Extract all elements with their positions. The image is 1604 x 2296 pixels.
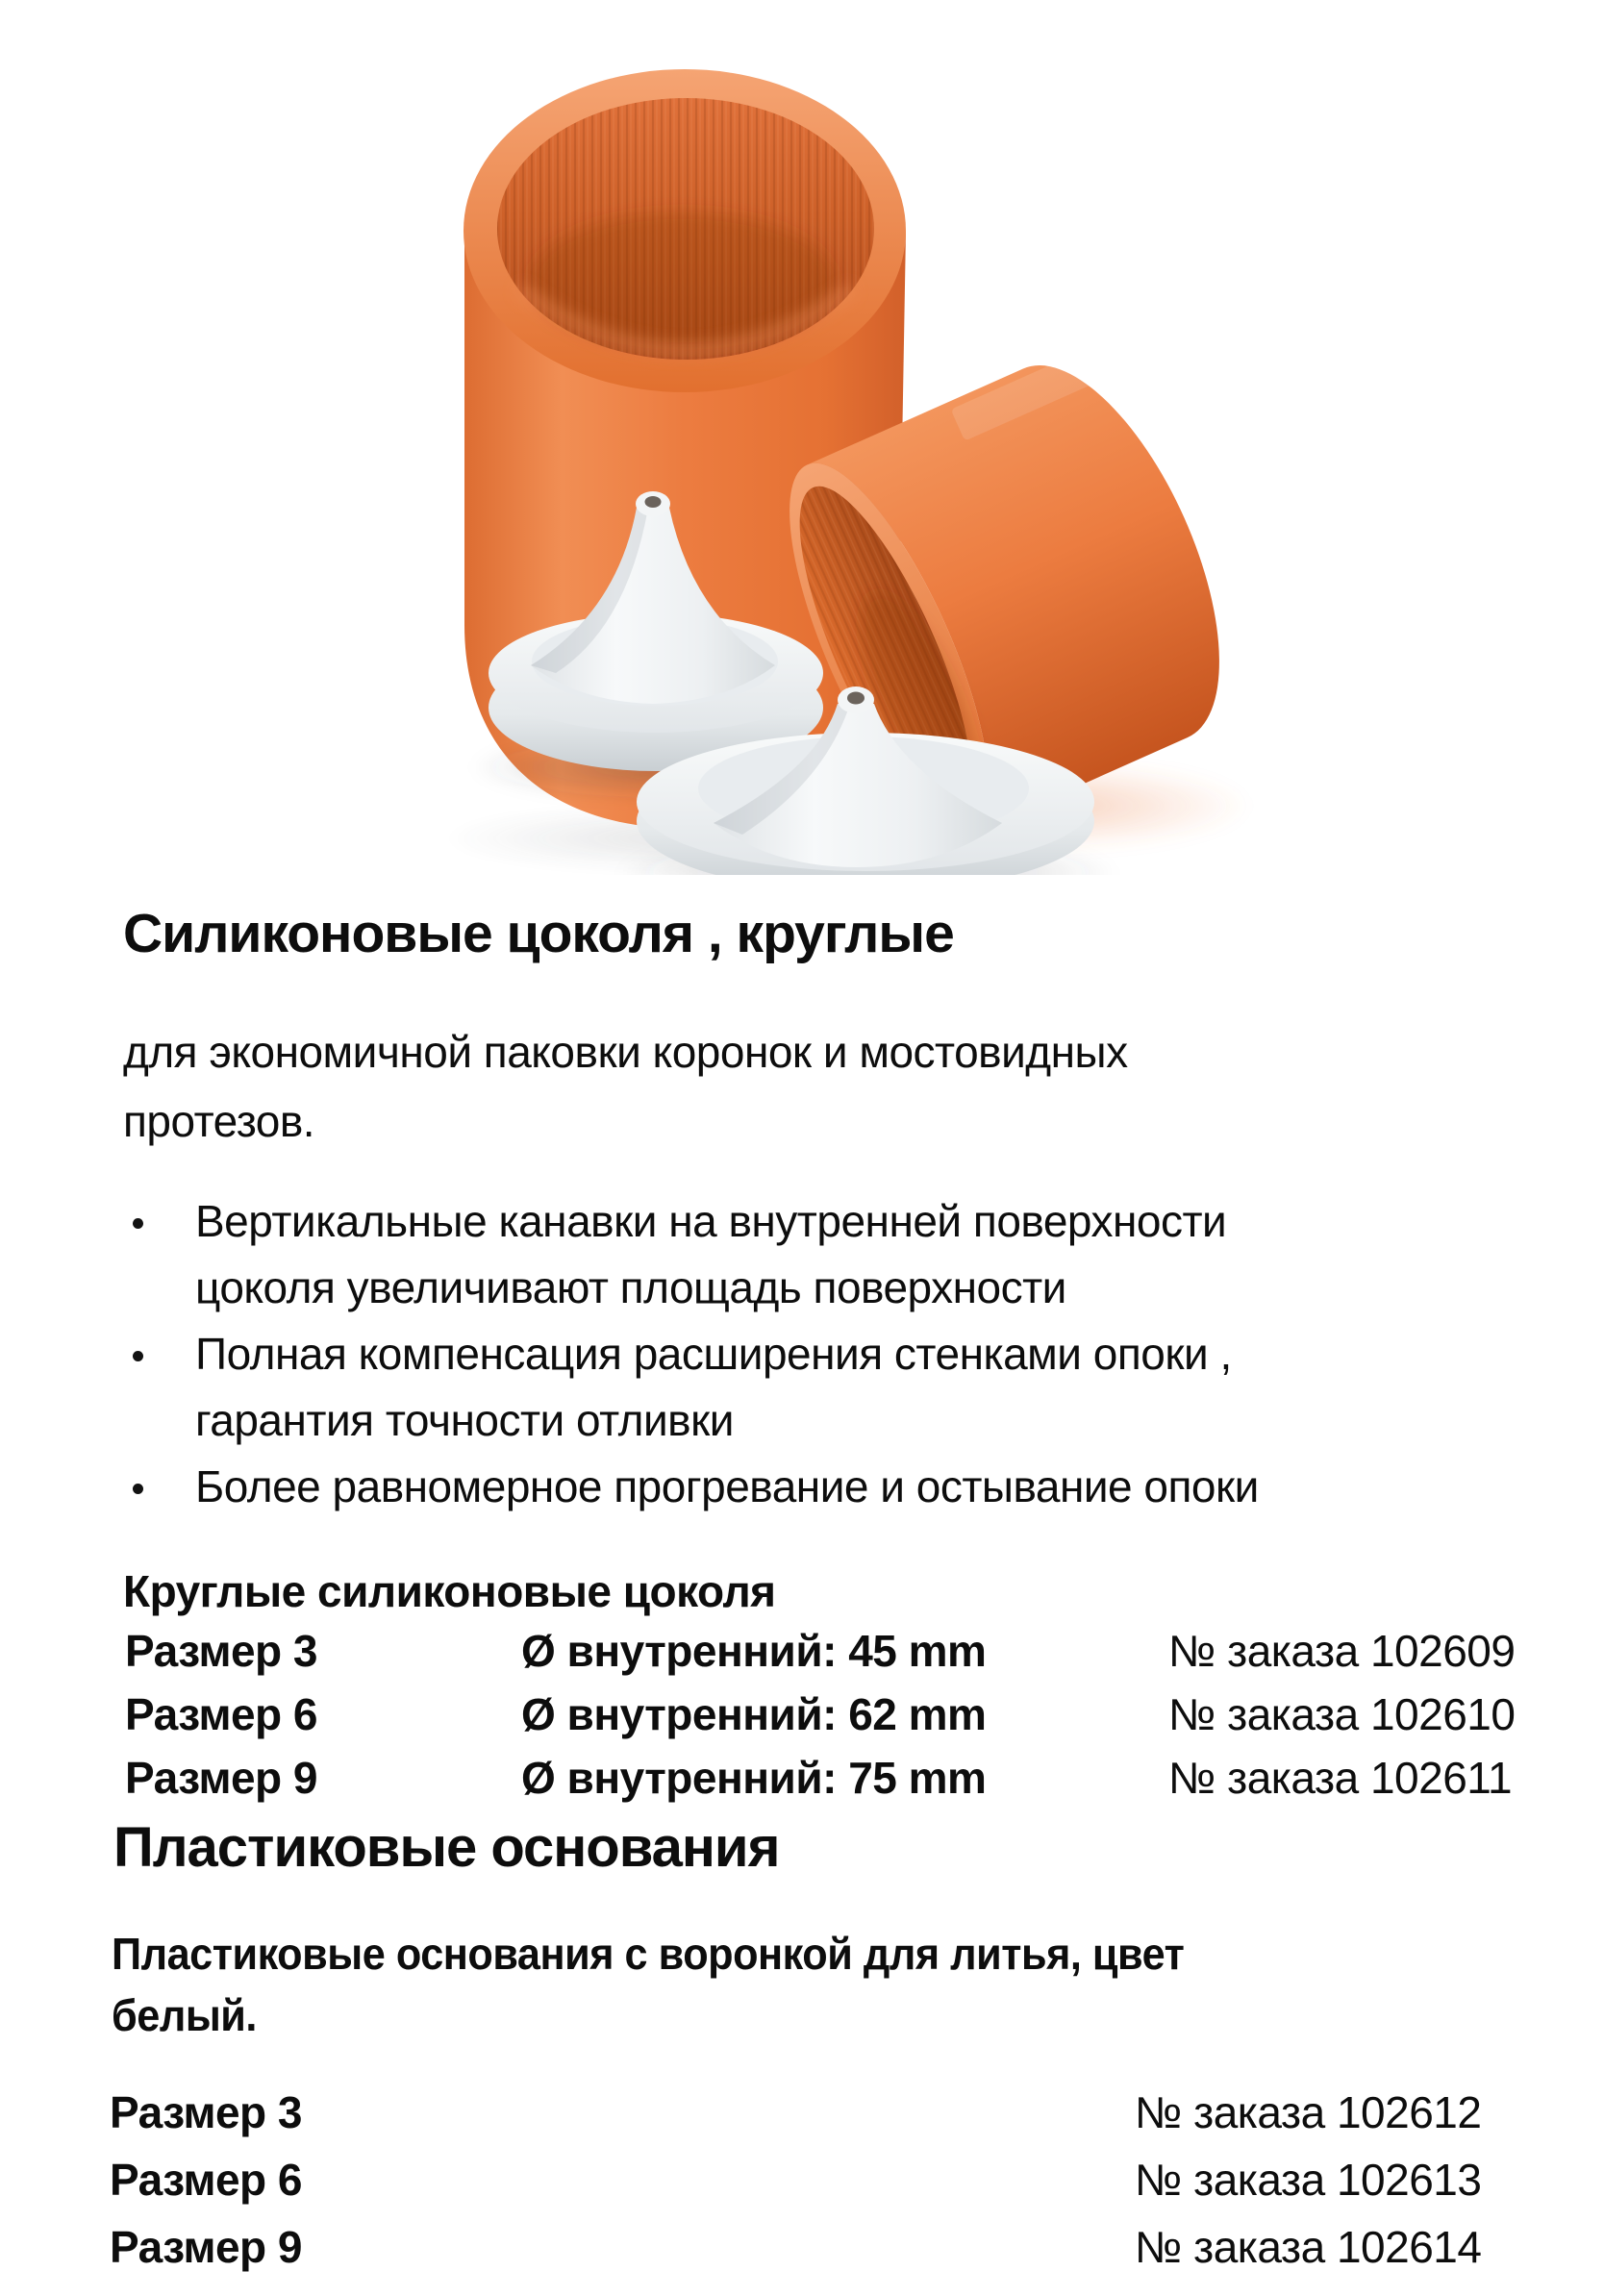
bullet-item (123, 1188, 1259, 1321)
page-title: Силиконовые цоколя , круглые (123, 903, 954, 964)
order-number-cell: № заказа 102609 (1168, 1626, 1516, 1676)
size-cell: Размер 3 (110, 2087, 303, 2137)
bullet-line: Вертикальные канавки на внутренней поверхности (195, 1196, 1227, 1246)
intro-paragraph (123, 1017, 1128, 1156)
intro-line: протезов. (123, 1096, 315, 1146)
order-number-cell: № заказа 102610 (1168, 1689, 1516, 1739)
order-row (110, 2146, 1481, 2213)
order-table (110, 2079, 1481, 2281)
funnel-hole (645, 496, 662, 508)
spec-row (125, 1683, 1515, 1746)
intro-line: для экономичной паковки коронок и мостовидных (123, 1027, 1128, 1077)
spec-table-heading: Круглые силиконовые цоколя (123, 1566, 776, 1616)
funnel-hole (847, 692, 865, 705)
bullet-line: гарантия точности отливки (195, 1395, 734, 1445)
bullet-line: цоколя увеличивают площадь поверхности (195, 1262, 1066, 1312)
size-cell: Размер 9 (125, 1753, 318, 1803)
order-row (110, 2213, 1481, 2281)
bullet-dot-icon (133, 1218, 143, 1229)
diameter-cell: Ø внутренний: 45 mm (521, 1626, 987, 1676)
plastic-description (112, 1923, 1184, 2046)
feature-bullets (123, 1188, 1259, 1520)
product-photo (0, 0, 1604, 875)
order-number-cell: № заказа 102614 (1135, 2222, 1482, 2272)
bullet-dot-icon (133, 1484, 143, 1494)
diameter-cell: Ø внутренний: 75 mm (521, 1753, 987, 1803)
plastic-description-line: Пластиковые основания с воронкой для литья, цвет (112, 1929, 1185, 1979)
order-number-cell: № заказа 102611 (1168, 1753, 1513, 1803)
bullet-line: Более равномерное прогревание и остывание опоки (195, 1461, 1259, 1511)
bullet-item (123, 1454, 1259, 1520)
diameter-cell: Ø внутренний: 62 mm (521, 1689, 987, 1739)
size-cell: Размер 6 (125, 1689, 318, 1739)
size-cell: Размер 9 (110, 2222, 303, 2272)
plastic-section-title: Пластиковые основания (113, 1816, 780, 1879)
plastic-description-line: белый. (112, 1990, 257, 2040)
size-cell: Размер 6 (110, 2155, 303, 2205)
order-row (110, 2079, 1481, 2146)
bullet-item (123, 1321, 1259, 1454)
bullet-dot-icon (133, 1351, 143, 1361)
size-cell: Размер 3 (125, 1626, 318, 1676)
spec-table (125, 1619, 1515, 1809)
order-number-cell: № заказа 102612 (1135, 2087, 1482, 2137)
spec-row (125, 1746, 1515, 1809)
bullet-line: Полная компенсация расширения стенками опоки , (195, 1329, 1232, 1379)
order-number-cell: № заказа 102613 (1135, 2155, 1482, 2205)
spec-row (125, 1619, 1515, 1683)
